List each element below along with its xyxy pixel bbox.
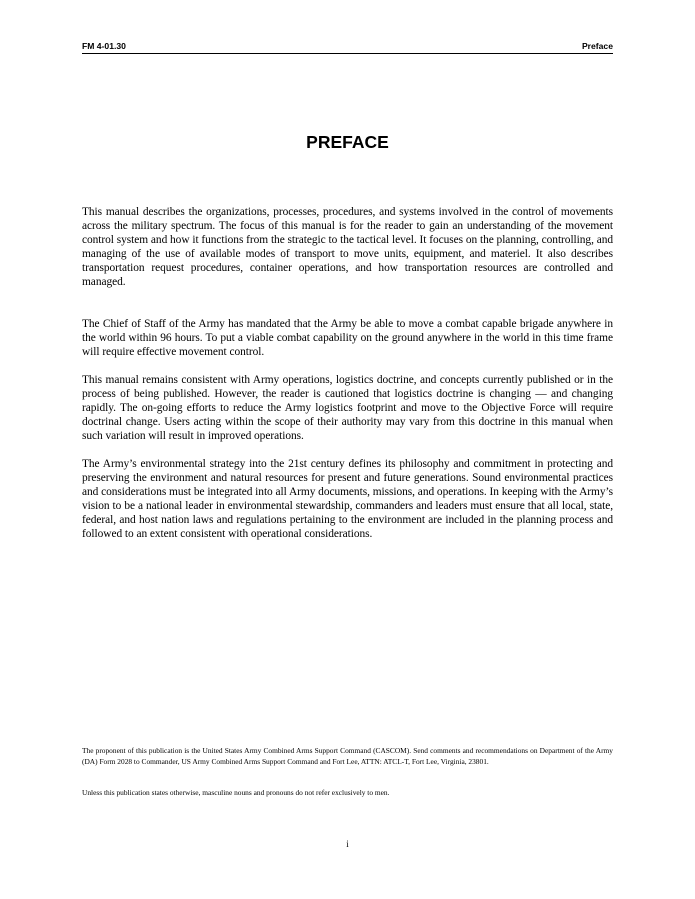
paragraph-2: The Chief of Staff of the Army has mandated that the Army be able to move a combat capable brigade anywhere in the world within 96 hours. To put a viable combat capability on the ground anywhere in the world in this time frame will require effective movement control. bbox=[82, 318, 613, 358]
running-header bbox=[82, 41, 613, 54]
proponent-note: The proponent of this publication is the United States Army Combined Arms Support Command (CASCOM). Send comments and recommendations on Department of the Army (DA) Form 2028 to Commander, US Army Combined Arms Support Command and Fort Lee, ATTN: ATCL-T, Fort Lee, Virginia, 23801. bbox=[82, 746, 613, 767]
paragraph-4: The Army’s environmental strategy into the 21st century defines its philosophy and commitment in protecting and preserving the environment and natural resources for present and future generations. Sound environmental practices and considerations must be integrated into all Army documents, missions, and operations. In keeping with the Army’s vision to be a national leader in environmental stewardship, commanders and leaders must ensure that all local, state, federal, and host nation laws and regulations pertaining to the environment are included in the planning process and followed to an extent consistent with operational considerations. bbox=[82, 458, 613, 540]
section-name: Preface bbox=[581, 41, 613, 51]
page-title: PREFACE bbox=[306, 132, 389, 152]
page-number: i bbox=[346, 839, 349, 849]
gender-note: Unless this publication states otherwise, masculine nouns and pronouns do not refer exclusively to men. bbox=[82, 788, 390, 797]
manual-number: FM 4-01.30 bbox=[82, 41, 126, 51]
paragraph-3: This manual remains consistent with Army operations, logistics doctrine, and concepts currently published or in the process of being published. However, the reader is cautioned that logistics doctrine is changing — and changing rapidly. The on-going efforts to reduce the Army logistics footprint and move to the Objective Force will require doctrinal change. Users acting within the scope of their authority may vary from this doctrine in this manual when such variation will result in improved operations. bbox=[82, 374, 613, 442]
paragraph-1: This manual describes the organizations, processes, procedures, and systems involved in the control of movements across the military spectrum. The focus of this manual is for the reader to gain an understanding of the movement control system and how it functions from the strategic to the tactical level. It focuses on the planning, controlling, and managing of the use of available modes of transport to move units, equipment, and materiel. It also describes transportation request procedures, container operations, and how transportation resources are controlled and managed. bbox=[82, 206, 613, 288]
